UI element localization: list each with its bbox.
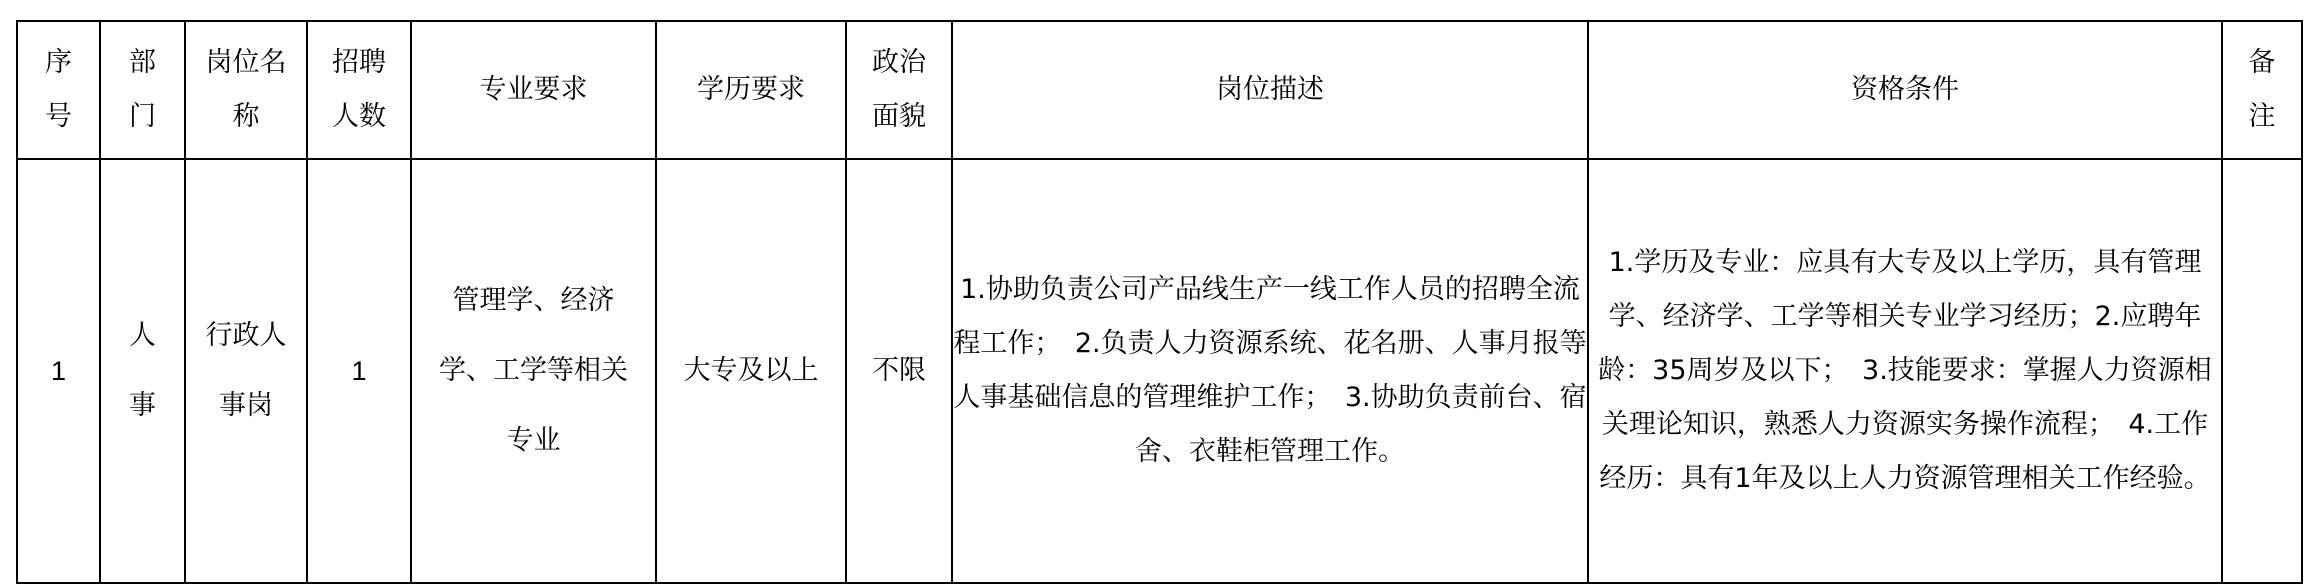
recruitment-table (16, 20, 2303, 584)
header-remark: 备注 (2222, 21, 2302, 159)
header-description: 岗位描述 (952, 21, 1588, 159)
cell-education: 大专及以上 (656, 159, 846, 583)
cell-dept: 人事 (100, 159, 185, 583)
header-count: 招聘人数 (307, 21, 411, 159)
header-qualification: 资格条件 (1588, 21, 2222, 159)
cell-political: 不限 (846, 159, 952, 583)
header-position: 岗位名称 (185, 21, 307, 159)
header-education: 学历要求 (656, 21, 846, 159)
header-row (17, 21, 2302, 159)
header-political: 政治面貌 (846, 21, 952, 159)
header-dept: 部门 (100, 21, 185, 159)
cell-qualification: 1.学历及专业：应具有大专及以上学历，具有管理学、经济学、工学等相关专业学习经历；2.应聘年龄：35周岁及以下； 3.技能要求：掌握人力资源相关理论知识，熟悉人力资源实务操作流程； 4.工作经历：具有1年及以上人力资源管理相关工作经验。 (1588, 159, 2222, 583)
cell-remark (2222, 159, 2302, 583)
cell-seq: 1 (17, 159, 100, 583)
cell-position: 行政人事岗 (185, 159, 307, 583)
header-seq: 序号 (17, 21, 100, 159)
header-major: 专业要求 (411, 21, 656, 159)
cell-major: 管理学、经济学、工学等相关专业 (411, 159, 656, 583)
cell-count: 1 (307, 159, 411, 583)
table-row (17, 159, 2302, 583)
cell-description: 1.协助负责公司产品线生产一线工作人员的招聘全流程工作； 2.负责人力资源系统、花名册、人事月报等人事基础信息的管理维护工作； 3.协助负责前台、宿舍、衣鞋柜管理工作。 (952, 159, 1588, 583)
